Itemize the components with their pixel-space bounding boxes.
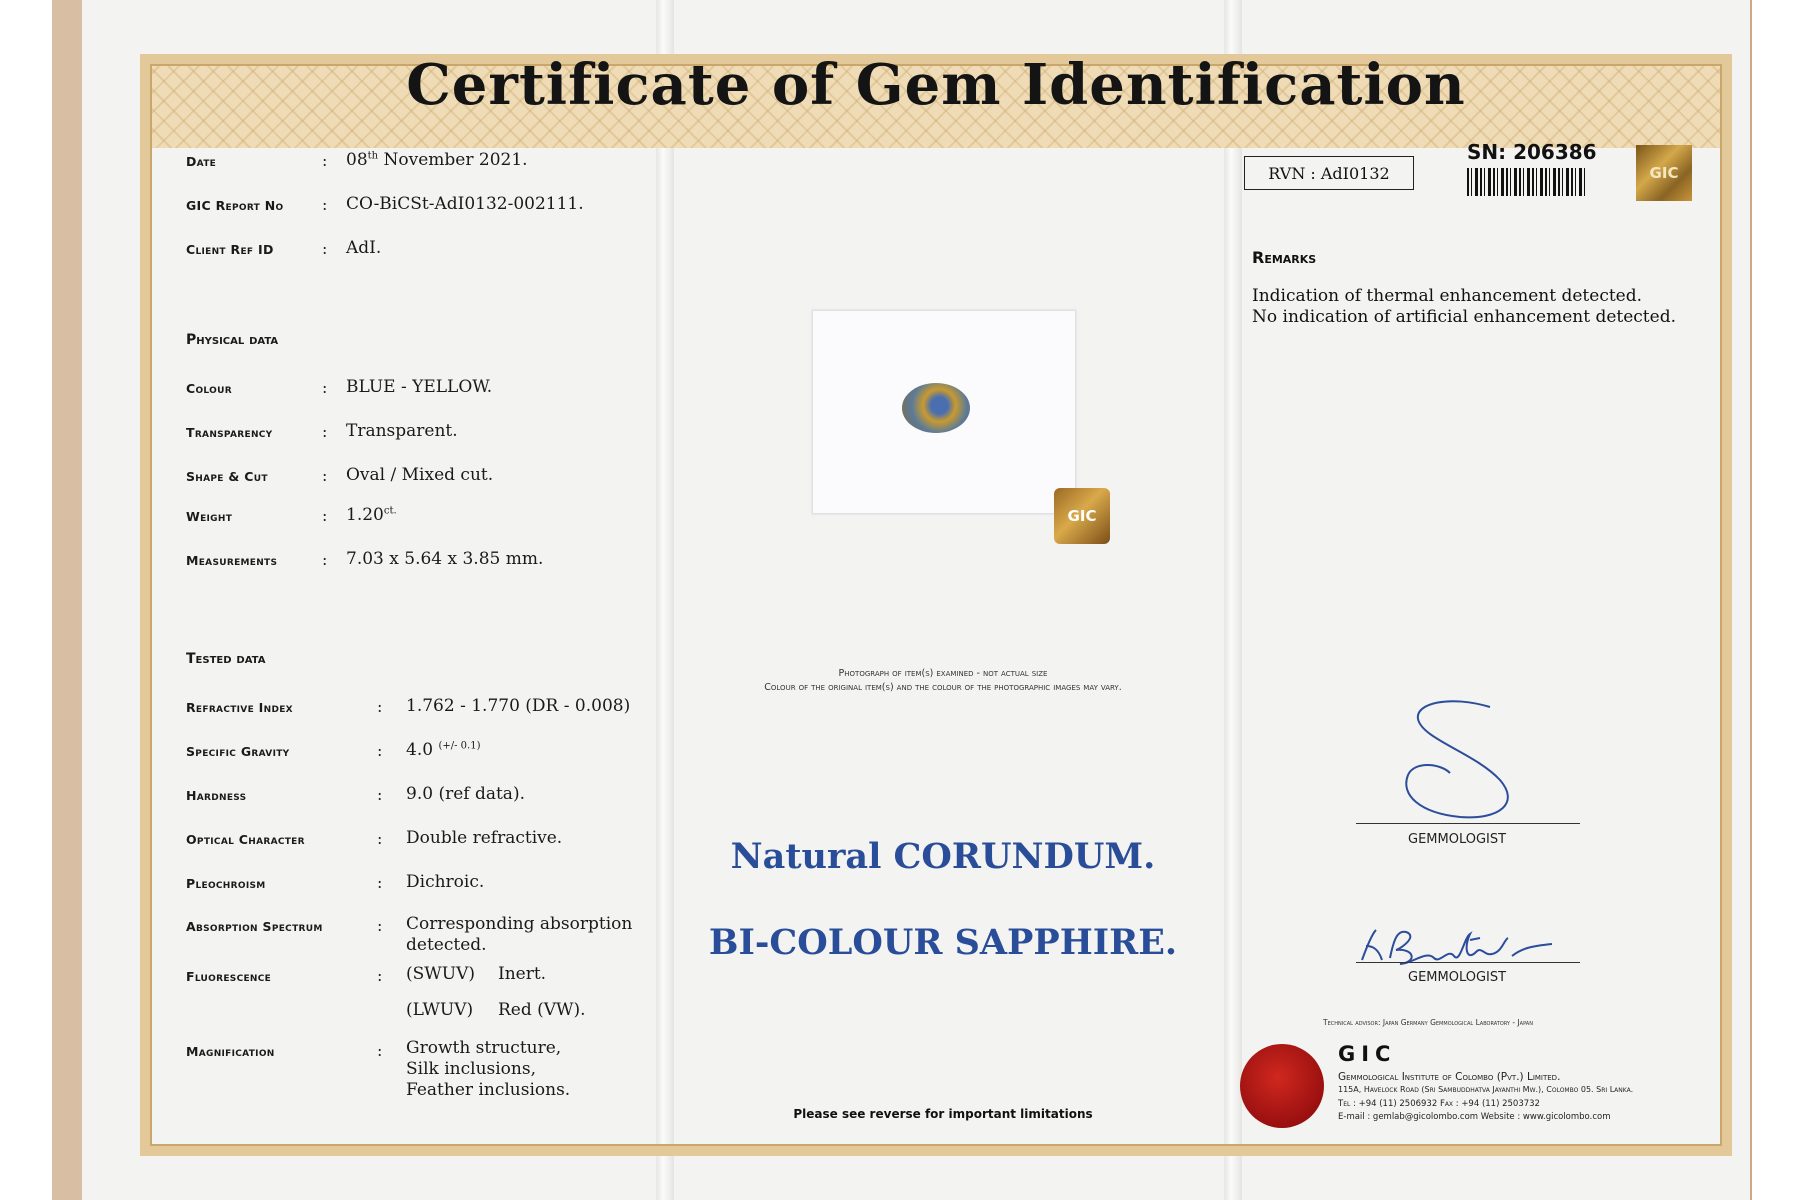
client-ref-label: Client Ref ID [186,242,274,257]
gem-photo [902,383,970,433]
remark-line-2: No indication of artificial enhancement detected. [1252,307,1676,327]
tested-data-heading: Tested data [186,651,266,667]
physical-data-heading: Physical data [186,332,279,348]
optical-character-value: Double refractive. [406,828,563,848]
identification-line-2: BI-COLOUR SAPPHIRE. [708,922,1178,963]
date-value: 08th November 2021. [346,150,528,170]
hardness-label: Hardness [186,788,247,803]
institute-full-name: Gemmological Institute of Colombo (Pvt.) Limited. [1338,1071,1561,1083]
refractive-index-label: Refractive Index [186,700,293,715]
colon: : [377,697,383,716]
colour-value: BLUE - YELLOW. [346,377,493,397]
gemmologist-signature-1 [1380,695,1540,830]
weight-label: Weight [186,509,233,524]
date-label: Date [186,154,217,169]
colon: : [322,466,328,485]
signature-line-1 [1356,823,1580,824]
fluorescence-lwuv: (LWUV) [406,1000,474,1020]
client-ref-value: AdI. [346,238,382,258]
pleochroism-value: Dichroic. [406,872,485,892]
fluorescence-lwuv-value: Red (VW). [498,1000,586,1020]
gemmologist-label-1: GEMMOLOGIST [1408,832,1507,847]
optical-character-label: Optical Character [186,832,305,847]
institute-address: 115A, Havelock Road (Sri Sambuddhatva Jayanthi Mw.), Colombo 05. Sri Lanka. [1338,1085,1634,1094]
report-no-value: CO-BiCSt-AdI0132-002111. [346,194,584,214]
specific-gravity-label: Specific Gravity [186,744,290,759]
magnification-value-line-2: Silk inclusions, [406,1059,536,1079]
gic-hologram-sticker: GIC [1054,488,1110,544]
institute-short-name: GIC [1338,1042,1397,1066]
colon: : [377,966,383,985]
institute-phone: Tel : +94 (11) 2506932 Fax : +94 (11) 2503732 [1338,1099,1540,1109]
institute-contact: E-mail : gemlab@gicolombo.com Website : www.gicolombo.com [1338,1112,1611,1122]
remark-line-1: Indication of thermal enhancement detected. [1252,286,1643,306]
rvn-box: RVN : AdI0132 [1244,156,1414,190]
magnification-value-line-1: Growth structure, [406,1038,562,1058]
colon: : [322,195,328,214]
fluorescence-label: Fluorescence [186,969,272,984]
magnification-label: Magnification [186,1044,275,1059]
colon: : [322,550,328,569]
pleochroism-label: Pleochroism [186,876,266,891]
colon: : [377,1041,383,1060]
serial-number: SN: 206386 [1467,140,1597,164]
absorption-spectrum-value-line-2: detected. [406,935,487,955]
weight-value: $1.20^{ct.}$ [346,505,397,525]
barcode [1467,168,1585,196]
fluorescence-swuv: (SWUV) [406,964,475,984]
remarks-heading: Remarks [1252,248,1317,267]
photo-caption-1: Photograph of item(s) examined - not actual size [838,668,1048,679]
transparency-label: Transparency [186,425,273,440]
measurements-label: Measurements [186,553,278,568]
colon: : [377,785,383,804]
colour-label: Colour [186,381,232,396]
colon: : [322,422,328,441]
colon: : [377,741,383,760]
gemmologist-label-2: GEMMOLOGIST [1408,970,1507,985]
shape-cut-label: Shape & Cut [186,469,268,484]
scanner-backdrop-edge [52,0,82,1200]
specific-gravity-value: 4.0 $^{(+/- 0.1)}$ [406,740,481,760]
hardness-value: 9.0 (ref data). [406,784,525,804]
absorption-spectrum-value-line-1: Corresponding absorption [406,914,633,934]
identification-line-1: Natural CORUNDUM. [730,836,1156,877]
colon: : [377,873,383,892]
transparency-value: Transparent. [346,421,458,441]
colon: : [322,151,328,170]
colon: : [322,378,328,397]
wax-seal [1240,1044,1324,1128]
colon: : [377,829,383,848]
measurements-value: 7.03 x 5.64 x 3.85 mm. [346,549,544,569]
reverse-note: Please see reverse for important limitations [793,1107,1093,1121]
absorption-spectrum-label: Absorption Spectrum [186,919,323,934]
fluorescence-swuv-value: Inert. [498,964,547,984]
photo-caption-2: Colour of the original item(s) and the colour of the photographic images may vary. [764,682,1122,693]
refractive-index-value: 1.762 - 1.770 (DR - 0.008) [406,696,631,716]
magnification-value-line-3: Feather inclusions. [406,1080,571,1100]
colon: : [322,239,328,258]
report-no-label: GIC Report No [186,198,284,213]
certificate-title: Certificate of Gem Identification [406,52,1466,118]
gic-hologram: GIC [1636,145,1692,201]
technical-advisor: Technical advisor: Japan Germany Gemmological Laboratory - Japan [1323,1018,1533,1027]
colon: : [322,506,328,525]
colon: : [377,916,383,935]
shape-cut-value: Oval / Mixed cut. [346,465,494,485]
signature-line-2 [1356,962,1580,963]
